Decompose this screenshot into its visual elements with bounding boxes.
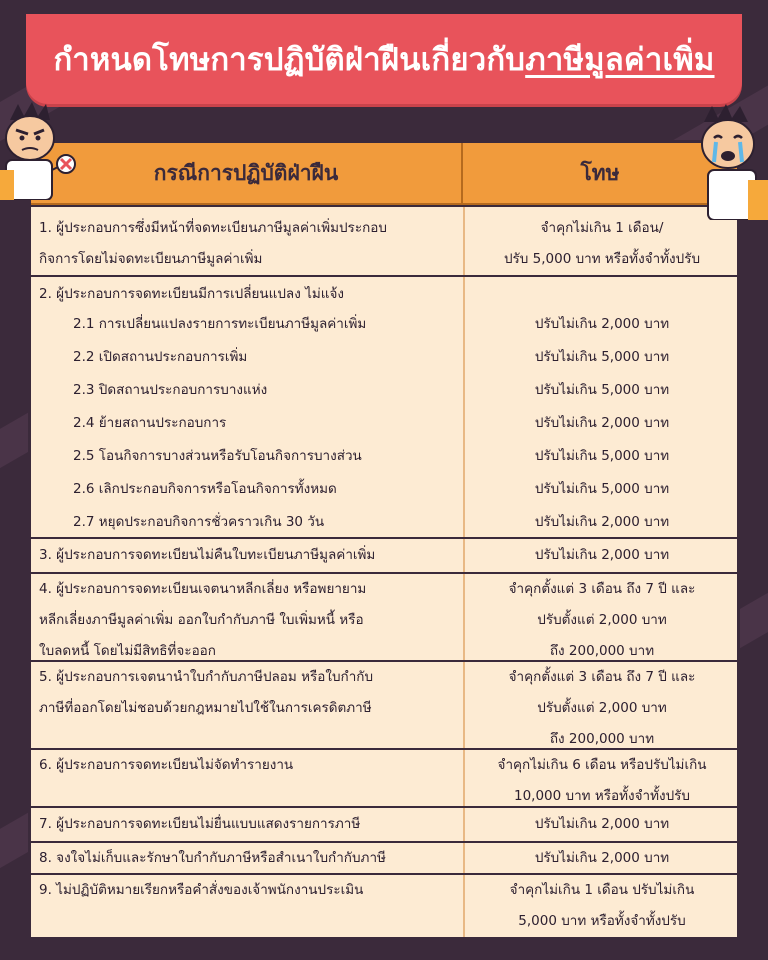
penalty-cell (467, 750, 737, 812)
sub-case: 2.7 หยุดประกอบกิจการชั่วคราวเกิน 30 วัน (73, 514, 325, 530)
sub-case: 2.3 ปิดสถานประกอบการบางแห่ง (73, 382, 268, 398)
table-row (31, 873, 737, 937)
sub-case: 2.4 ย้ายสถานประกอบการ (73, 415, 227, 431)
sub-penalty: ปรับไม่เกิน 2,000 บาท (534, 316, 670, 332)
table-row (31, 660, 737, 748)
penalty-table (28, 140, 740, 940)
column-header-penalty: โทษ (580, 160, 620, 185)
table-row (31, 572, 737, 660)
sub-row (31, 342, 737, 375)
case-line: 4. ผู้ประกอบการจดทะเบียนเจตนาหลีกเลี่ยง หรือพยายาม (39, 581, 367, 597)
sub-case: 2.2 เปิดสถานประกอบการเพิ่ม (73, 349, 248, 365)
page-title (53, 34, 714, 84)
penalty-line: จำคุกไม่เกิน 1 เดือน/ (540, 220, 664, 236)
penalty-line: ปรับ 5,000 บาท หรือทั้งจำทั้งปรับ (503, 251, 701, 267)
sub-penalty: ปรับไม่เกิน 5,000 บาท (534, 349, 670, 365)
penalty-cell: ปรับไม่เกิน 2,000 บาท (534, 816, 670, 832)
penalty-line: จำคุกไม่เกิน 1 เดือน ปรับไม่เกิน (509, 882, 695, 898)
case-line: 5. ผู้ประกอบการเจตนานำใบกำกับภาษีปลอม หรือใบกำกับ (39, 669, 374, 685)
sub-penalty: ปรับไม่เกิน 2,000 บาท (534, 415, 670, 431)
table-row (31, 205, 737, 275)
angry-character-icon (0, 100, 76, 200)
sub-row (31, 507, 737, 540)
case-cell: 9. ไม่ปฏิบัติหมายเรียกหรือคำสั่งของเจ้าพนักงานประเมิน (39, 882, 364, 898)
case-line: ภาษีที่ออกโดยไม่ชอบด้วยกฎหมายไปใช้ในการเครดิตภาษี (39, 700, 372, 716)
sub-row (31, 375, 737, 408)
case-cell (39, 662, 457, 724)
sub-penalty: ปรับไม่เกิน 5,000 บาท (534, 481, 670, 497)
table-row (31, 275, 737, 537)
case-cell: 6. ผู้ประกอบการจดทะเบียนไม่จัดทำรายงาน (39, 757, 294, 773)
penalty-line: จำคุกตั้งแต่ 3 เดือน ถึง 7 ปี และ (508, 581, 696, 597)
table-row (31, 748, 737, 806)
penalty-line: จำคุกตั้งแต่ 3 เดือน ถึง 7 ปี และ (508, 669, 696, 685)
sub-row (31, 474, 737, 507)
column-header-case: กรณีการปฏิบัติฝ่าฝืน (31, 143, 463, 203)
table-header (31, 143, 737, 205)
page-header (26, 14, 742, 104)
case-line: 2. ผู้ประกอบการจดทะเบียนมีการเปลี่ยนแปลง ไม่แจ้ง (39, 286, 344, 302)
case-line: 1. ผู้ประกอบการซึ่งมีหน้าที่จดทะเบียนภาษีมูลค่าเพิ่มประกอบ (39, 220, 387, 236)
case-line: กิจการโดยไม่จดทะเบียนภาษีมูลค่าเพิ่ม (39, 251, 263, 267)
penalty-cell: ปรับไม่เกิน 2,000 บาท (534, 547, 670, 563)
penalty-line: ปรับตั้งแต่ 2,000 บาท (537, 700, 667, 716)
sub-row (31, 408, 737, 441)
penalty-cell (467, 875, 737, 937)
title-underlined: ภาษีมูลค่าเพิ่ม (525, 42, 715, 78)
table-row (31, 806, 737, 841)
sub-penalty: ปรับไม่เกิน 5,000 บาท (534, 448, 670, 464)
sub-case: 2.5 โอนกิจการบางส่วนหรือรับโอนกิจการบางส่วน (73, 448, 362, 464)
penalty-cell: ปรับไม่เกิน 2,000 บาท (534, 850, 670, 866)
case-cell (39, 279, 457, 310)
sub-penalty: ปรับไม่เกิน 5,000 บาท (534, 382, 670, 398)
crying-character-icon (688, 100, 768, 220)
case-cell: 3. ผู้ประกอบการจดทะเบียนไม่คืนใบทะเบียนภาษีมูลค่าเพิ่ม (39, 547, 376, 563)
case-cell (39, 574, 457, 667)
sub-row (31, 309, 737, 342)
penalty-line: 5,000 บาท หรือทั้งจำทั้งปรับ (518, 913, 686, 929)
title-main: กำหนดโทษการปฏิบัติฝ่าฝืนเกี่ยวกับ (53, 42, 526, 78)
case-cell: 7. ผู้ประกอบการจดทะเบียนไม่ยื่นแบบแสดงรายการภาษี (39, 816, 361, 832)
table-row (31, 841, 737, 873)
penalty-line: ปรับตั้งแต่ 2,000 บาท (537, 612, 667, 628)
penalty-cell (467, 574, 737, 667)
penalty-line: ถึง 200,000 บาท (549, 643, 655, 659)
sub-case: 2.6 เลิกประกอบกิจการหรือโอนกิจการทั้งหมด (73, 481, 337, 497)
case-cell (39, 213, 457, 275)
case-cell: 8. จงใจไม่เก็บและรักษาใบกำกับภาษีหรือสำเนาใบกำกับภาษี (39, 850, 386, 866)
penalty-cell (467, 213, 737, 275)
penalty-line: จำคุกไม่เกิน 6 เดือน หรือปรับไม่เกิน (497, 757, 707, 773)
sub-row (31, 441, 737, 474)
penalty-line: 10,000 บาท หรือทั้งจำทั้งปรับ (514, 788, 690, 804)
case-line: ใบลดหนี้ โดยไม่มีสิทธิที่จะออก (39, 643, 216, 659)
penalty-line: ถึง 200,000 บาท (549, 731, 655, 747)
penalty-cell (467, 662, 737, 755)
sub-case: 2.1 การเปลี่ยนแปลงรายการทะเบียนภาษีมูลค่าเพิ่ม (73, 316, 367, 332)
table-row (31, 537, 737, 572)
sub-penalty: ปรับไม่เกิน 2,000 บาท (534, 514, 670, 530)
case-line: หลีกเลี่ยงภาษีมูลค่าเพิ่ม ออกใบกำกับภาษี ใบเพิ่มหนี้ หรือ (39, 612, 364, 628)
